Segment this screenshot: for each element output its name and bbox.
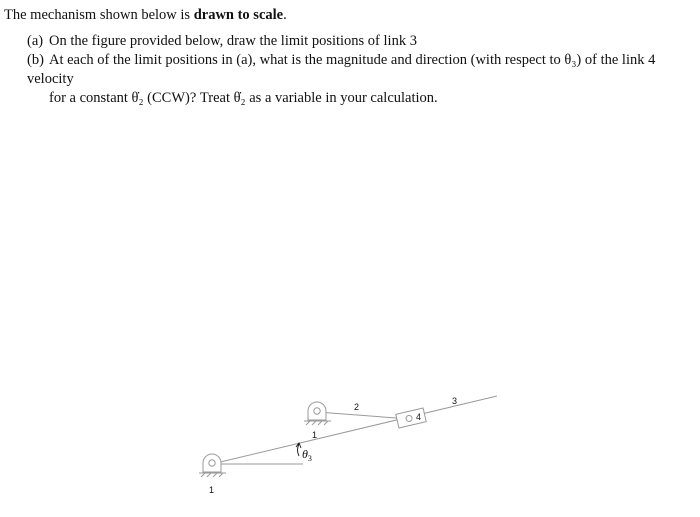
intro-suffix: . [283,7,287,23]
ground-pivot-top [304,402,331,425]
label-ground-left: 1 [209,485,215,495]
part-b-line1: At each of the limit positions in (a), what is the magnitude and direction (with respect to θ₃) of the link 4 velocity [27,52,656,87]
theta-symbol: θ [302,447,308,461]
part-a-tag: (a) [27,33,44,49]
slider-block [396,408,426,428]
intro-emphasis: drawn to scale [193,7,284,23]
label-link-3: 3 [452,396,458,406]
label-link-2: 2 [354,402,360,412]
label-slider-4: 4 [416,412,422,422]
part-b-tag: (b) [27,52,44,68]
part-b-line2: for a constant θ̇₂ (CCW)? Treat θ̇₂ as a variable in your calculation. [49,90,438,106]
part-a-text: On the figure provided below, draw the limit positions of link 3 [49,33,417,49]
label-ground-top: 1 [312,430,318,440]
theta-subscript: 3 [307,454,312,463]
label-theta [302,447,312,463]
intro-prefix: The mechanism shown below is [4,7,194,23]
theta-arrow-icon [298,444,300,456]
ground-pivot-left [199,454,226,477]
